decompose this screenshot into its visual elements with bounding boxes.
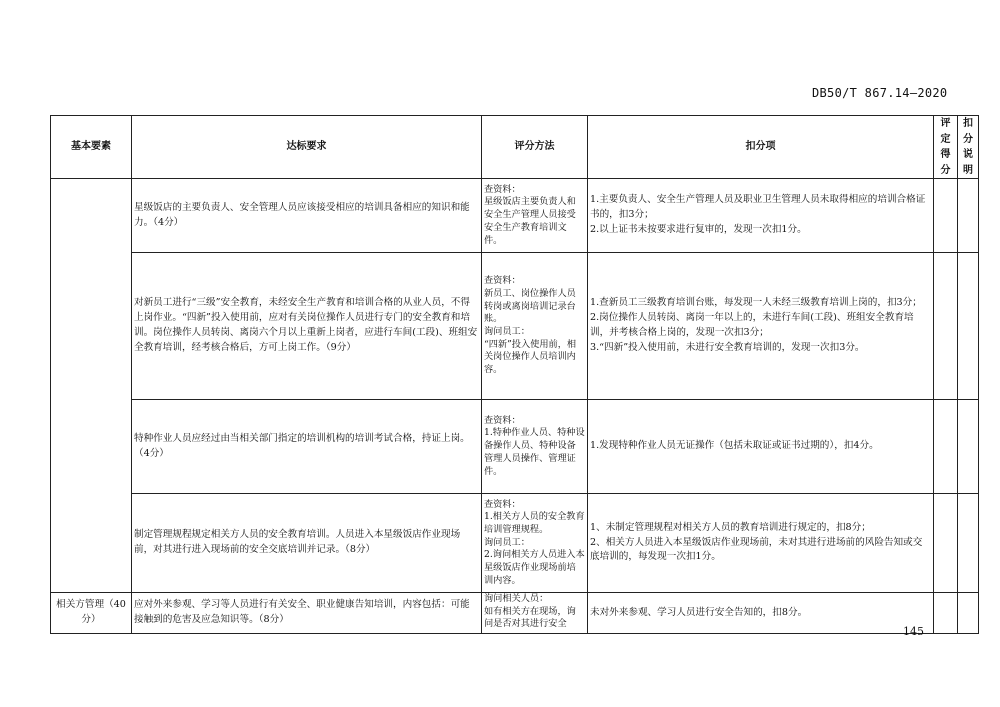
- score-cell: [934, 593, 958, 634]
- requirement-cell: 特种作业人员应经过由当相关部门指定的培训机构的培训考试合格，持证上岗。（4分）: [132, 400, 482, 494]
- method-cell: [482, 179, 588, 253]
- table-row: [51, 179, 979, 253]
- method-line: 1.特种作业人员、特种设备操作人员、特种设备管理人员操作、管理证件。: [484, 427, 585, 477]
- deduction-item: 3.“四新”投入使用前，未进行安全教育培训的，发现一次扣3分。: [590, 341, 865, 353]
- standard-table: [50, 115, 979, 634]
- deduction-cell: [588, 400, 934, 494]
- deduction-cell: [588, 179, 934, 253]
- method-line: 询问相关人员：: [484, 593, 549, 604]
- deduction-item: 1.发现特种作业人员无证操作（包括未取证或证书过期的），扣4分。: [590, 440, 879, 452]
- note-cell: [958, 400, 979, 494]
- method-cell: [482, 494, 588, 593]
- deduction-cell: [588, 494, 934, 593]
- note-cell: [958, 593, 979, 634]
- method-cell: [482, 253, 588, 400]
- table-row: [51, 494, 979, 593]
- table-row: [51, 400, 979, 494]
- deduction-cell: [588, 593, 934, 634]
- column-header-method: 评分方法: [482, 116, 588, 179]
- standard-code: DB50/T 867.14—2020: [812, 86, 948, 100]
- score-cell: [934, 400, 958, 494]
- method-cell: [482, 593, 588, 634]
- table-row: [51, 253, 979, 400]
- requirement-cell: 应对外来参观、学习等人员进行有关安全、职业健康告知培训，内容包括：可能接触到的危害及应急知识等。（8分）: [132, 593, 482, 634]
- method-line: 询问员工：: [484, 536, 530, 548]
- deduction-cell: [588, 253, 934, 400]
- deduction-item: 2.岗位操作人员转岗、离岗一年以上的，未进行车间(工段)、班组安全教育培训，并考核合格上岗的，发现一次扣3分；: [590, 312, 914, 338]
- note-cell: [958, 253, 979, 400]
- deduction-item: 2、相关方人员进入本星级饭店作业现场前，未对其进行进场前的风险告知或交底培训的，每发现一次扣1分。: [590, 536, 923, 563]
- column-header-note: 扣分说明: [958, 116, 979, 179]
- method-line: 查资料：: [484, 275, 521, 287]
- method-line: “四新”投入使用前，相关岗位操作人员培训内容。: [484, 338, 577, 376]
- column-header-score: 评定得分: [934, 116, 958, 179]
- method-line: 查资料：: [484, 414, 521, 426]
- table-header-row: [51, 116, 979, 179]
- method-line: 查资料：: [484, 498, 521, 510]
- deduction-item: 1、未制定管理规程对相关方人员的教育培训进行规定的，扣8分；: [590, 521, 871, 533]
- method-line: 星级饭店主要负责人和安全生产管理人员接受安全生产教育培训文件。: [484, 196, 576, 246]
- deduction-item: 1.查新员工三级教育培训台账，每发现一人未经三级教育培训上岗的，扣3分；: [590, 297, 922, 309]
- requirement-cell: 制定管理规程规定相关方人员的安全教育培训。人员进入本星级饭店作业现场前，对其进行进入现场前的安全交底培训并记录。（8分）: [132, 494, 482, 593]
- table-row: [51, 593, 979, 634]
- method-line: 新员工、岗位操作人员转岗或离岗培训记录台账。: [484, 287, 576, 325]
- deduction-item: 2.以上证书未按要求进行复审的，发现一次扣1分。: [590, 223, 807, 235]
- deduction-item: 1.主要负责人、安全生产管理人员及职业卫生管理人员未取得相应的培训合格证书的，扣3分；: [590, 194, 926, 221]
- element-cell: [51, 179, 132, 593]
- column-header-element: 基本要素: [51, 116, 132, 179]
- score-cell: [934, 494, 958, 593]
- deduction-item: 未对外来参观、学习人员进行安全告知的，扣8分。: [590, 606, 808, 618]
- note-cell: [958, 179, 979, 253]
- method-line: 询问员工：: [484, 326, 530, 337]
- element-cell: 相关方管理（40分）: [51, 593, 132, 634]
- score-cell: [934, 253, 958, 400]
- requirement-cell: 对新员工进行“三级”安全教育，未经安全生产教育和培训合格的从业人员，不得上岗作业。“四新”投入使用前，应对有关岗位操作人员进行专门的安全教育和培训。岗位操作人员转岗、离岗六个月以上重新上岗者，应进行车间(工段)、班组安全教育培训，经考核合格后，方可上岗工作。（9分）: [132, 253, 482, 400]
- method-cell: [482, 400, 588, 494]
- requirement-cell: 星级饭店的主要负责人、安全管理人员应该接受相应的培训具备相应的知识和能力。（4分）: [132, 179, 482, 253]
- method-line: 1.相关方人员的安全教育培训管理规程。: [484, 511, 585, 535]
- score-cell: [934, 179, 958, 253]
- method-line: 查资料：: [484, 183, 521, 195]
- method-line: 如有相关方在现场，询问是否对其进行安全: [484, 605, 576, 630]
- method-line: 2.询问相关方人员进入本星级饭店作业现场前培训内容。: [484, 549, 585, 586]
- note-cell: [958, 494, 979, 593]
- page-number: 145: [903, 625, 924, 638]
- column-header-deduction: 扣分项: [588, 116, 934, 179]
- column-header-requirement: 达标要求: [132, 116, 482, 179]
